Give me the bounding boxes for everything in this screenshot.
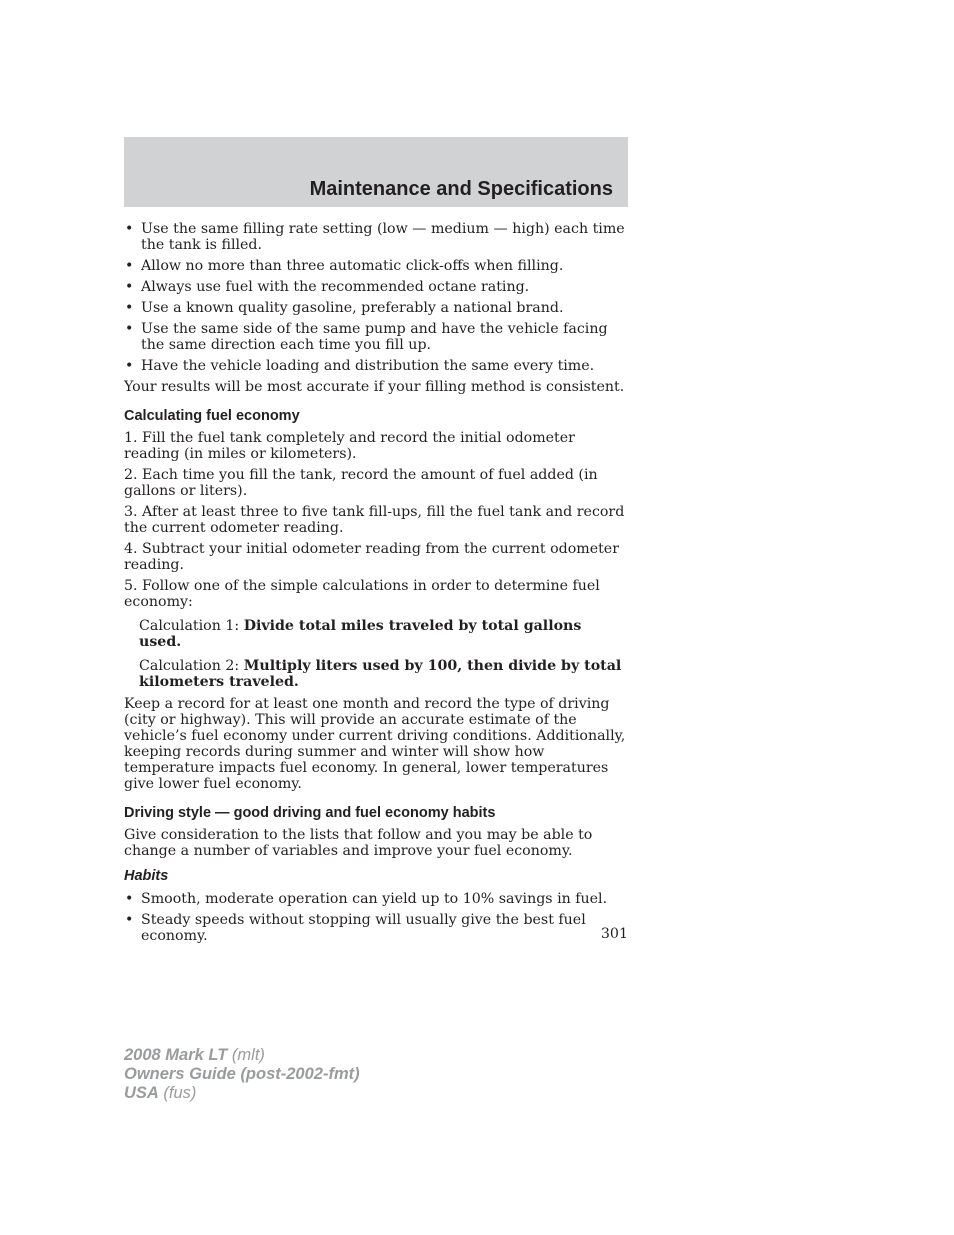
bullet-icon: •: [125, 321, 134, 337]
calculating-heading: Calculating fuel economy: [124, 408, 300, 424]
record-paragraph: Keep a record for at least one month and record the type of driving (city or highway). This will provide an accurate estimate of the vehicle’s fuel economy under current driving conditions. Additionally, keeping records during summer and winter will show how temperature impacts fuel economy. In general, lower temperatures give lower fuel economy.: [124, 696, 626, 792]
bullet-icon: •: [125, 891, 134, 907]
driving-style-paragraph: Give consideration to the lists that follow and you may be able to change a number of variables and improve your fuel economy.: [124, 827, 593, 859]
filling-tips-list: [124, 221, 628, 374]
consistency-note: Your results will be most accurate if your filling method is consistent.: [124, 379, 625, 395]
section-header-band: [124, 137, 628, 207]
document-footer: [124, 1046, 360, 1103]
habits-list: [124, 891, 628, 944]
bullet-icon: •: [125, 300, 134, 316]
step-2: 2. Each time you fill the tank, record the amount of fuel added (in gallons or liters).: [124, 467, 598, 499]
bullet-icon: •: [125, 912, 134, 928]
list-item: • Use the same side of the same pump and have the vehicle facing the same direction each time you fill up.: [125, 321, 608, 353]
bullet-icon: •: [125, 258, 134, 274]
bullet-icon: •: [125, 221, 134, 237]
step-4: 4. Subtract your initial odometer reading from the current odometer reading.: [124, 541, 619, 573]
footer-line-guide: Owners Guide (post-2002-fmt): [124, 1065, 360, 1083]
list-item: • Use the same filling rate setting (low — medium — high) each time the tank is filled.: [125, 221, 625, 253]
page-number: 301: [600, 926, 628, 942]
list-item: • Always use fuel with the recommended octane rating.: [125, 279, 530, 295]
list-item: • Have the vehicle loading and distribution the same every time.: [125, 358, 595, 374]
section-title: Maintenance and Specifications: [309, 178, 613, 200]
calculation-1: Calculation 1: Divide total miles traveled by total gallons used.: [139, 618, 582, 650]
footer-line-model: 2008 Mark LT (mlt): [124, 1046, 265, 1064]
list-item: • Smooth, moderate operation can yield up to 10% savings in fuel.: [125, 891, 608, 907]
footer-line-region: USA (fus): [124, 1084, 197, 1102]
list-item: • Allow no more than three automatic click-offs when filling.: [125, 258, 564, 274]
list-item: • Use a known quality gasoline, preferably a national brand.: [125, 300, 564, 316]
step-5: 5. Follow one of the simple calculations in order to determine fuel economy:: [124, 578, 600, 610]
step-3: 3. After at least three to five tank fill-ups, fill the fuel tank and record the current odometer reading.: [124, 504, 625, 536]
habits-heading: Habits: [124, 868, 169, 884]
driving-style-heading: Driving style — good driving and fuel economy habits: [124, 805, 496, 821]
page-content: [124, 221, 628, 949]
calculation-2: Calculation 2: Multiply liters used by 100, then divide by total kilometers traveled.: [139, 658, 622, 690]
step-1: 1. Fill the fuel tank completely and record the initial odometer reading (in miles or kilometers).: [124, 430, 575, 462]
bullet-icon: •: [125, 358, 134, 374]
bullet-icon: •: [125, 279, 134, 295]
list-item: • Steady speeds without stopping will usually give the best fuel economy.: [125, 912, 586, 944]
